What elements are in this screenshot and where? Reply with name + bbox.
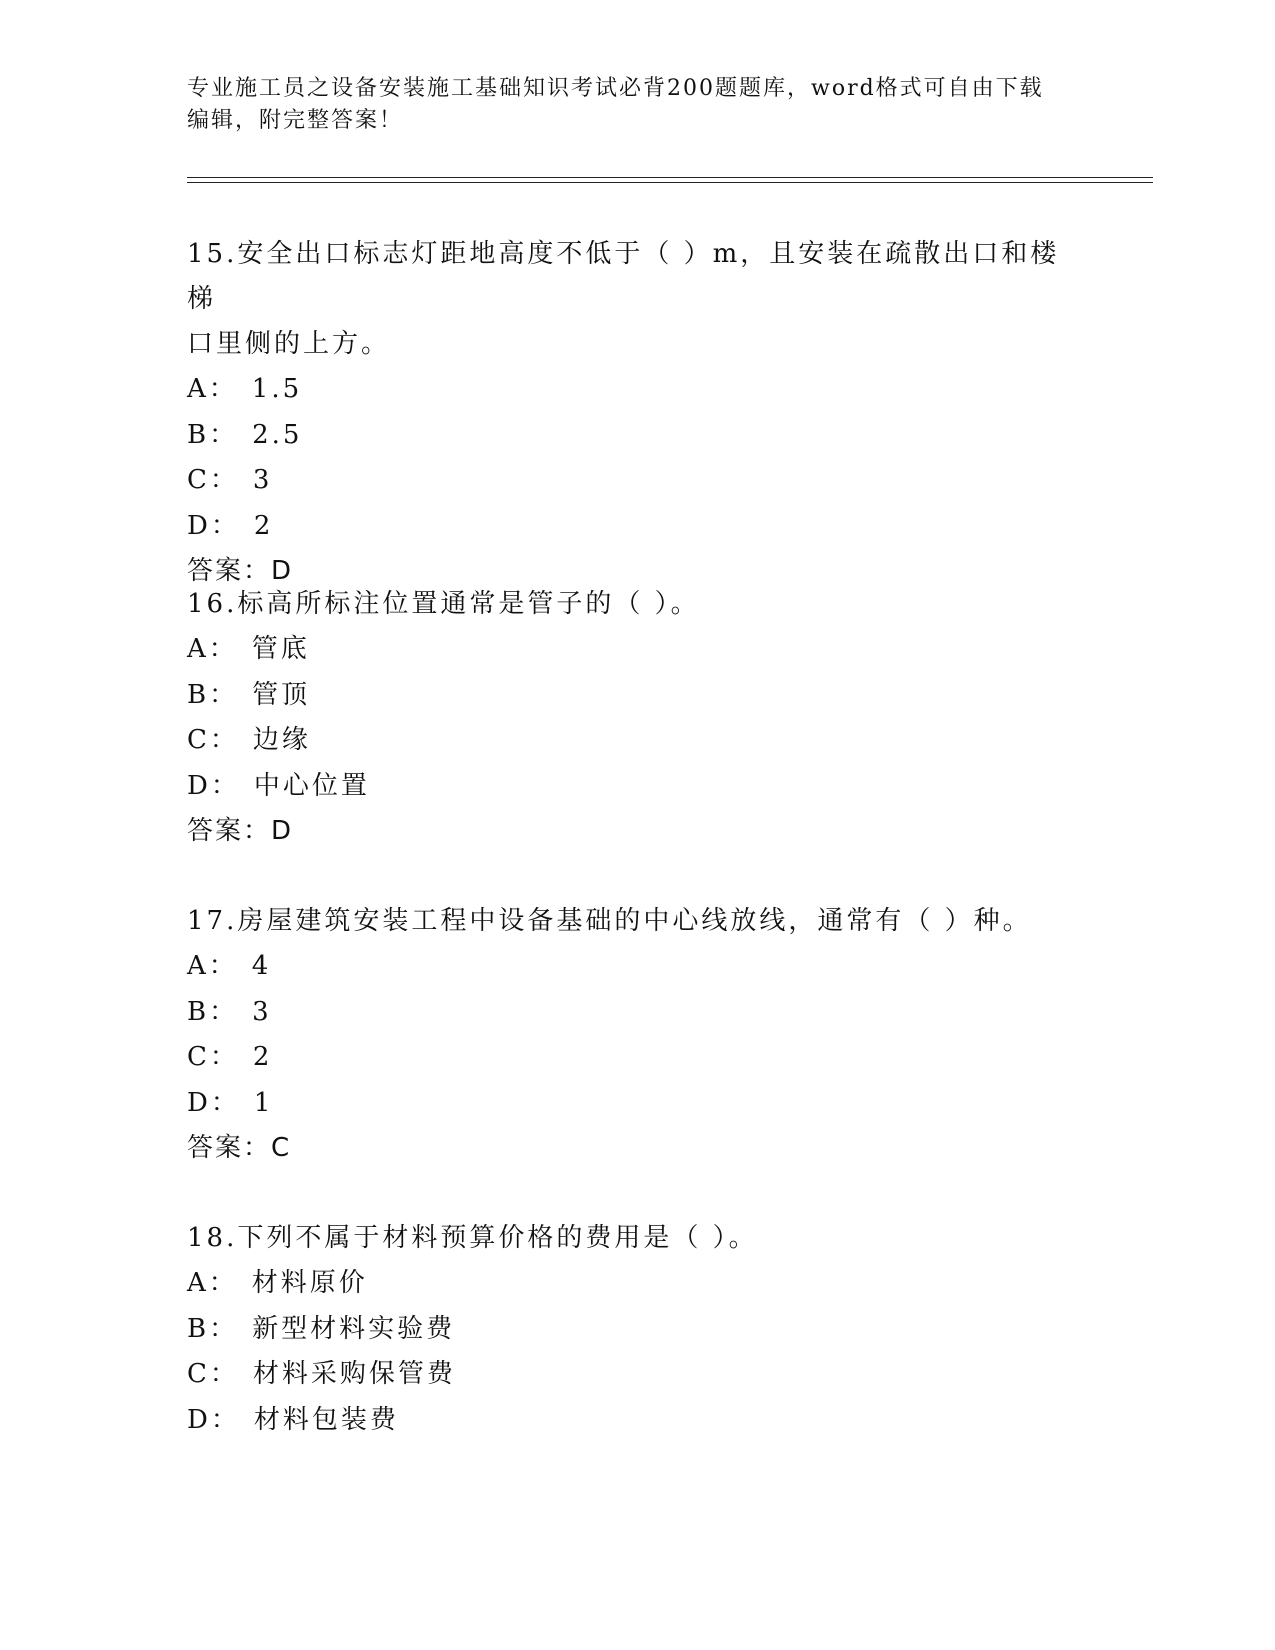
option-text: 3 <box>252 996 272 1027</box>
option-b <box>187 413 1087 459</box>
option-letter: B： <box>187 1313 239 1344</box>
answer-line: 答案：D <box>187 556 294 586</box>
option-letter: D： <box>187 1404 240 1435</box>
option-letter: B： <box>187 419 239 450</box>
header-rule-bottom <box>187 182 1153 183</box>
option-c <box>187 1035 1087 1081</box>
question-stem-line: 18.下列不属于材料预算价格的费用是（ ）。 <box>187 1223 758 1253</box>
option-text: 材料采购保管费 <box>252 1359 456 1389</box>
option-letter: C： <box>187 465 239 495</box>
header-line-1: 专业施工员之设备安装施工基础知识考试必背200题题库，word格式可自由下载 <box>187 76 1044 101</box>
option-letter: A： <box>187 951 238 981</box>
option-letter: D： <box>187 1087 240 1118</box>
option-text: 中心位置 <box>253 770 370 801</box>
option-d <box>187 764 1087 810</box>
option-letter: A： <box>187 374 238 404</box>
option-letter: B： <box>187 679 239 710</box>
option-text: 新型材料实验费 <box>252 1313 456 1344</box>
option-text: 材料原价 <box>251 1268 368 1298</box>
option-b <box>187 1307 1087 1353</box>
option-text: 边缘 <box>252 725 311 755</box>
option-text: 2.5 <box>252 419 303 450</box>
option-letter: D： <box>187 770 240 801</box>
option-letter: C： <box>187 1042 239 1072</box>
question-15 <box>187 232 1087 595</box>
option-text: 1 <box>253 1087 274 1118</box>
option-d <box>187 1081 1087 1127</box>
option-letter: C： <box>187 725 239 755</box>
option-text: 材料包装费 <box>253 1404 399 1435</box>
option-b <box>187 673 1087 719</box>
question-stem-line: 17.房屋建筑安装工程中设备基础的中心线放线，通常有（ ）种。 <box>187 906 1032 936</box>
option-a <box>187 1261 1087 1307</box>
question-17 <box>187 899 1087 1172</box>
option-letter: A： <box>187 1268 238 1298</box>
question-16 <box>187 582 1087 855</box>
option-b <box>187 990 1087 1036</box>
question-stem-line: 口里侧的上方。 <box>187 329 391 359</box>
option-letter: B： <box>187 996 239 1027</box>
question-stem-line: 15.安全出口标志灯距地高度不低于（ ）m，且安装在疏散出口和楼梯 <box>187 239 1060 314</box>
option-text: 管底 <box>251 634 310 664</box>
option-text: 1.5 <box>251 374 303 404</box>
option-text: 2 <box>252 1042 273 1072</box>
option-d <box>187 1398 1087 1444</box>
option-letter: C： <box>187 1359 239 1389</box>
option-text: 3 <box>252 465 273 495</box>
option-text: 4 <box>251 951 272 981</box>
answer-line: 答案：D <box>187 816 294 846</box>
question-stem-line: 16.标高所标注位置通常是管子的（ ）。 <box>187 589 700 619</box>
answer-line: 答案：C <box>187 1133 292 1163</box>
header-rule-top <box>187 177 1153 178</box>
option-c <box>187 1352 1087 1398</box>
option-text: 2 <box>253 510 274 541</box>
option-c <box>187 458 1087 504</box>
option-a <box>187 627 1087 673</box>
header-line-2: 编辑，附完整答案！ <box>187 108 404 133</box>
option-letter: D： <box>187 510 240 541</box>
option-a <box>187 944 1087 990</box>
option-d <box>187 504 1087 550</box>
document-header <box>187 73 1087 137</box>
question-18 <box>187 1216 1087 1443</box>
option-c <box>187 718 1087 764</box>
option-text: 管顶 <box>252 679 311 710</box>
option-letter: A： <box>187 634 238 664</box>
option-a <box>187 367 1087 413</box>
